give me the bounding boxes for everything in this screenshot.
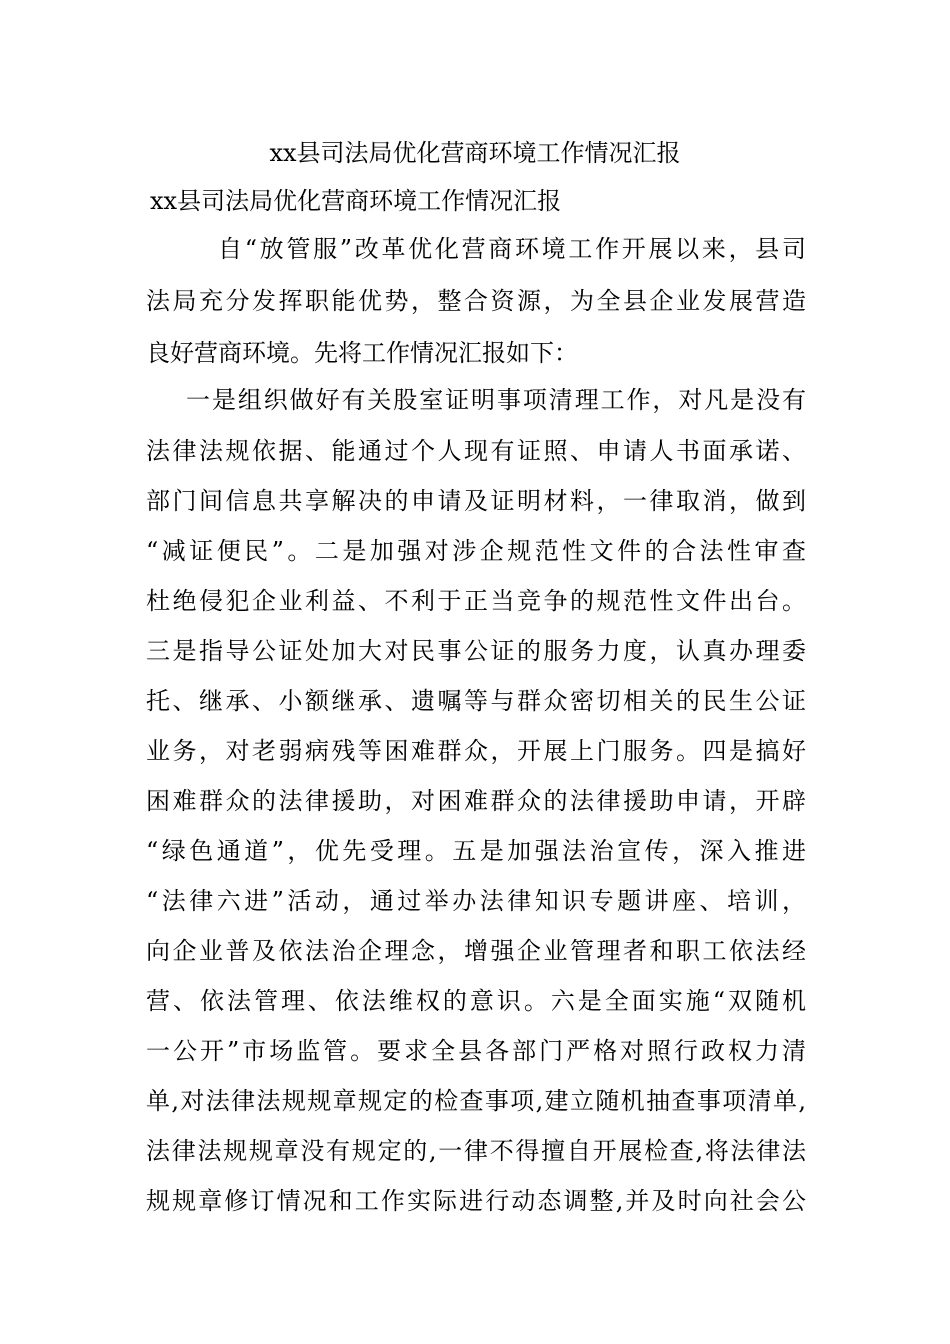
paragraph-line: 单,对法律法规规章规定的检查事项,建立随机抽查事项清单,: [146, 1087, 806, 1115]
paragraph-line: 营、依法管理、依法维权的意识。六是全面实施“双随机: [146, 987, 806, 1015]
paragraph-line: 法局充分发挥职能优势，整合资源，为全县企业发展营造: [146, 287, 806, 315]
paragraph-line: 托、继承、小额继承、遗嘱等与群众密切相关的民生公证: [146, 687, 806, 715]
paragraph-line: 良好营商环境。先将工作情况汇报如下：: [146, 339, 578, 367]
paragraph-line: 规规章修订情况和工作实际进行动态调整,并及时向社会公: [146, 1187, 806, 1215]
paragraph-line: “绿色通道”，优先受理。五是加强法治宣传，深入推进: [146, 837, 806, 865]
paragraph-line: 自“放管服”改革优化营商环境工作开展以来，县司: [218, 235, 806, 263]
paragraph-line: 向企业普及依法治企理念，增强企业管理者和职工依法经: [146, 937, 806, 965]
paragraph-line: 三是指导公证处加大对民事公证的服务力度，认真办理委: [146, 637, 806, 665]
paragraph-line: 业务，对老弱病残等困难群众，开展上门服务。四是搞好: [146, 737, 806, 765]
paragraph-line: 法律法规依据、能通过个人现有证照、申请人书面承诺、: [146, 437, 806, 465]
paragraph-line: 一公开”市场监管。要求全县各部门严格对照行政权力清: [146, 1037, 806, 1065]
document-title: xx县司法局优化营商环境工作情况汇报: [269, 139, 681, 167]
paragraph-line: 法律法规规章没有规定的,一律不得擅自开展检查,将法律法: [146, 1137, 806, 1165]
paragraph-line: 困难群众的法律援助，对困难群众的法律援助申请，开辟: [146, 787, 806, 815]
paragraph-line: “减证便民”。二是加强对涉企规范性文件的合法性审查: [146, 537, 806, 565]
paragraph-line: 杜绝侵犯企业利益、不利于正当竞争的规范性文件出台。: [146, 587, 806, 615]
paragraph-line: “法律六进”活动，通过举办法律知识专题讲座、培训，: [146, 887, 806, 915]
paragraph-line: 一是组织做好有关股室证明事项清理工作，对凡是没有: [186, 386, 806, 414]
document-subtitle: xx县司法局优化营商环境工作情况汇报: [150, 187, 562, 215]
paragraph-line: 部门间信息共享解决的申请及证明材料，一律取消，做到: [146, 487, 806, 515]
